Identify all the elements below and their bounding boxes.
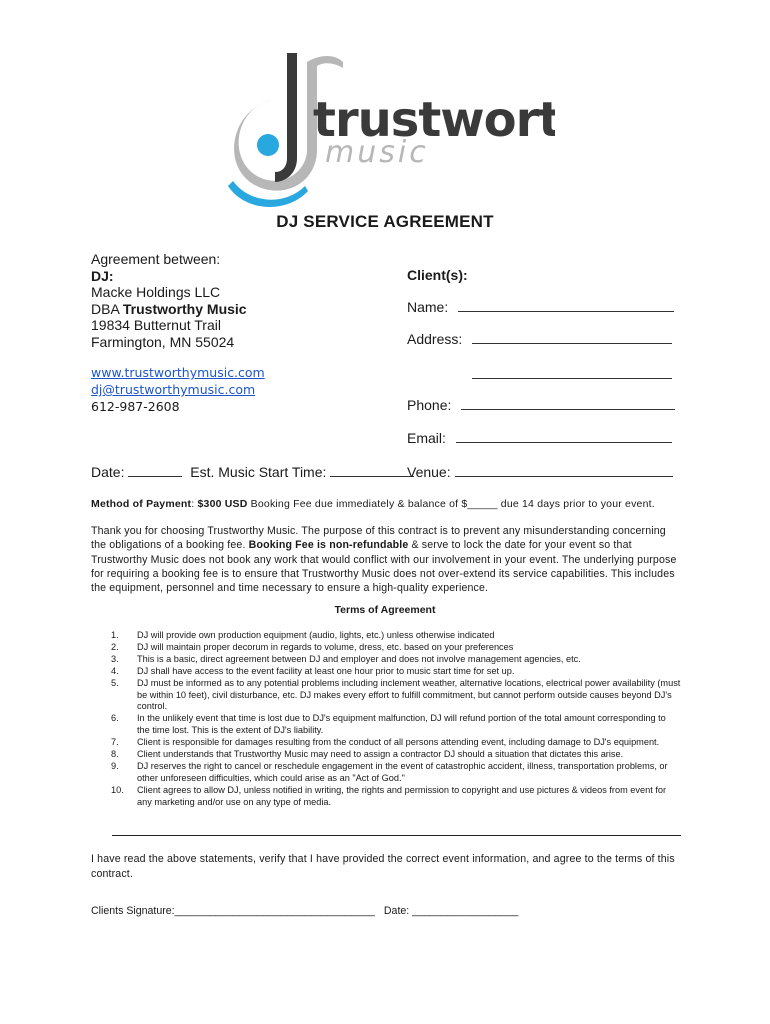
client-phone-field[interactable]: [461, 397, 675, 410]
client-address-row: [407, 331, 672, 347]
term-text: This is a basic, direct agreement between DJ and employer and does not involve management agencies, etc.: [137, 653, 581, 664]
term-text: DJ will maintain proper decorum in regards to volume, dress, etc. based on your preferences: [137, 641, 514, 652]
trustworthy-music-logo: [225, 48, 555, 210]
intro-paragraph: [91, 524, 681, 595]
dj-label: DJ:: [91, 267, 114, 284]
term-text: Client understands that Trustworthy Music may need to assign a contractor DJ should a situation that dictates this arise.: [137, 749, 624, 760]
logo-graphic: [225, 48, 555, 210]
logo-brand-line2: music: [325, 135, 429, 170]
logo-dark-stem-icon: [275, 53, 297, 182]
term-item: [91, 785, 681, 809]
event-date-field[interactable]: [128, 464, 182, 477]
term-item: [91, 749, 681, 761]
term-text: In the unlikely event that time is lost due to DJ's equipment malfunction, DJ will refund portion of the total amount corresponding to the time lost. This is the extent of DJ's liability.: [137, 713, 666, 736]
term-text: Client agrees to allow DJ, unless notified in writing, the rights and permission to copyright and use pictures & videos from event for any marketing and/or use on any type of media.: [137, 784, 667, 807]
intro-bold: Booking Fee is non-refundable: [248, 539, 409, 552]
term-item: [91, 713, 681, 737]
start-time-field[interactable]: [330, 464, 414, 477]
dba-prefix: DBA: [91, 300, 123, 317]
term-number: 3.: [111, 653, 119, 664]
term-item: [91, 654, 681, 666]
term-item: [91, 666, 681, 678]
term-number: 5.: [111, 677, 119, 688]
term-item: [91, 737, 681, 749]
term-number: 8.: [111, 749, 119, 760]
client-name-field[interactable]: [458, 299, 674, 312]
term-item: [91, 761, 681, 785]
term-item: [91, 678, 681, 714]
dj-company: Macke Holdings LLC: [91, 284, 221, 300]
logo-blue-dot-icon: [257, 134, 279, 156]
dj-dba: [91, 301, 247, 318]
client-email-label: Email:: [407, 430, 446, 446]
client-label: Client(s):: [407, 267, 468, 283]
dj-street: 19834 Butternut Trail: [91, 317, 221, 333]
term-text: DJ will provide own production equipment (audio, lights, etc.) unless otherwise indicated: [137, 630, 495, 640]
signature-row: [91, 905, 518, 917]
payment-amount: $300 USD: [197, 498, 248, 510]
term-item: [91, 642, 681, 654]
website-link[interactable]: www.trustworthymusic.com: [91, 365, 265, 380]
term-number: 9.: [111, 760, 119, 771]
client-name-label: Name:: [407, 299, 449, 315]
term-number: 7.: [111, 737, 119, 748]
venue-row: [407, 464, 673, 480]
terms-list: [91, 630, 681, 809]
term-item: [91, 630, 681, 642]
dj-phone: 612-987-2608: [91, 399, 180, 414]
client-address-field-line2[interactable]: [472, 378, 672, 379]
client-email-field[interactable]: [456, 430, 672, 443]
term-number: 1.: [111, 630, 119, 640]
venue-label: Venue:: [407, 464, 451, 480]
dj-contact: [91, 364, 265, 415]
payment-text1: Booking Fee due immediately & balance of $: [247, 498, 468, 510]
term-text: DJ shall have access to the event facility at least one hour prior to music start time for set up.: [137, 665, 515, 676]
payment-label: Method of Payment: [91, 498, 192, 510]
client-phone-label: Phone:: [407, 397, 452, 413]
dj-info: [91, 251, 247, 350]
client-email-row: [407, 430, 672, 446]
email-link[interactable]: dj@trustworthymusic.com: [91, 382, 256, 397]
logo-brand-line1: trustwort: [313, 92, 555, 148]
dba-name: Trustworthy Music: [122, 300, 247, 317]
section-divider: [112, 835, 681, 836]
venue-field[interactable]: [455, 464, 673, 477]
acknowledgement-text: I have read the above statements, verify that I have provided the correct event information, and agree to the terms of this contract.: [91, 853, 675, 880]
client-address-field[interactable]: [472, 331, 672, 344]
balance-blank[interactable]: _____: [467, 498, 498, 510]
signature-date-label: Date:: [383, 905, 413, 917]
agreement-between-label: Agreement between:: [91, 251, 221, 267]
intro-part2: & serve to lock the date for your event so that Trustworthy Music does not book any work that would conflict with our involvement in your event. The underlying purpose for requiring a booking fee is to ensure that Trustworthy Music does not over-extend its service capabilities. This includes the equipment, personnel and time necessary to ensure a high-quality experience.: [91, 539, 677, 595]
term-number: 6.: [111, 713, 119, 724]
event-date-row: [91, 464, 414, 480]
term-text: DJ reserves the right to cancel or reschedule engagement in the event of catastrophic accident, illness, transportation problems, or other unforeseen difficulties, which could arise as an "Act of God.": [137, 760, 668, 783]
start-time-label: Est. Music Start Time:: [190, 464, 327, 480]
dj-city: Farmington, MN 55024: [91, 333, 235, 350]
signature-label: Clients Signature:: [91, 905, 175, 917]
term-text: DJ must be informed as to any potential problems including inclement weather, alternative locations, electrical power availability (must be within 10 feet), civil disturbance, etc. DJ makes every effort to fulfill commitment, but cannot perform outside causes beyond DJ's control.: [137, 677, 681, 712]
document-title: DJ SERVICE AGREEMENT: [276, 212, 494, 231]
signature-date-field[interactable]: __________________: [412, 905, 519, 917]
client-address-label: Address:: [407, 331, 463, 347]
intro-part1: Thank you for choosing Trustworthy Music. The purpose of this contract is to prevent any misunderstanding concerning the obligations of a booking fee.: [91, 525, 666, 552]
terms-heading: Terms of Agreement: [334, 604, 436, 616]
term-text: Client is responsible for damages resulting from the conduct of all persons attending event, including damage to DJ's equipment.: [137, 737, 660, 748]
term-number: 4.: [111, 665, 119, 676]
payment-text2: due 14 days prior to your event.: [497, 498, 655, 510]
client-phone-row: [407, 397, 675, 413]
payment-colon: :: [191, 498, 198, 510]
term-number: 2.: [111, 641, 119, 652]
payment-terms: [91, 498, 655, 510]
event-date-label: Date:: [91, 464, 125, 480]
term-number: 10.: [111, 784, 124, 795]
signature-field[interactable]: __________________________________: [174, 905, 375, 917]
client-name-row: [407, 299, 674, 315]
